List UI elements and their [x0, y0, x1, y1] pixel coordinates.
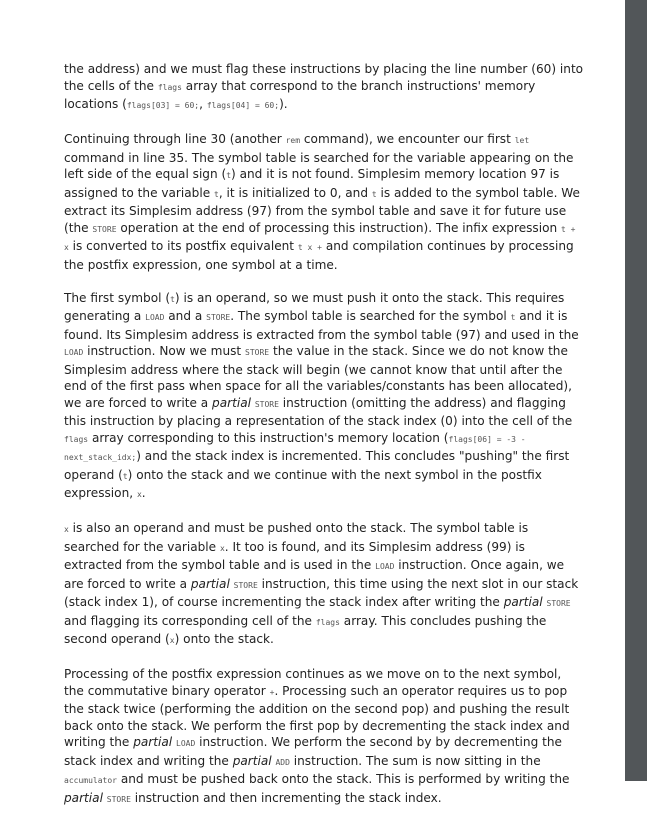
paragraph-3: The first symbol (t) is an operand, so we must push it onto the stack. This requires generating a LOAD and a STORE. The symbol table is searched for the symbol t and it is found. Its Simplesim address is extracted from the symbol table (97) and used in the LOAD instruction. Now we must STORE the value in the stack. Since we do not know the Simplesim address where the stack will begin (we cannot know that until after the end of the first pass when space for all the variables/constants has been allocated), we are forced to write a partial STORE instruction (omitting the address) and flagging this instruction by placing a representation of the stack index (0) into the cell of the flags array corresponding to this instruction's memory location (flags[06] = -3 - next_stack_idx;) and the stack index is incremented. This concludes "pushing" the first operand (t) onto the stack and we continue with the next symbol in the postfix expression, x.	[64, 290, 579, 500]
viewer-side-panel	[625, 0, 647, 781]
paragraph-1: the address) and we must flag these instructions by placing the line number (60) into the cells of the flags array that correspond to the branch instructions' memory locations (flags[03] = 60;, flags[04] = 60;).	[64, 62, 584, 111]
document-body	[64, 61, 584, 825]
paragraph-5: Processing of the postfix expression continues as we move on to the next symbol, the commutative binary operator +. Processing such an operator requires us to pop the stack twice (performing the addition on the second pop) and pushing the result back onto the stack. We perform the first pop by decrementing the stack index and writing the partial LOAD instruction. We perform the second by by decrementing the stack index and writing the partial ADD instruction. The sum is now sitting in the accumulator and must be pushed back onto the stack. This is performed by writing the partial STORE instruction and then incrementing the stack index.	[64, 667, 570, 805]
paragraph-2: Continuing through line 30 (another rem command), we encounter our first let command in line 35. The symbol table is searched for the variable appearing on the left side of the equal sign (t) and it is not found. Simplesim memory location 97 is assigned to the variable t, it is initialized to 0, and t is added to the symbol table. We extract its Simplesim address (97) from the symbol table and save it for future use (the STORE operation at the end of processing this instruction). The infix expression t + x is converted to its postfix equivalent t x + and compilation continues by processing the postfix expression, one symbol at a time.	[64, 132, 580, 272]
paragraph-4: x is also an operand and must be pushed onto the stack. The symbol table is searched for the variable x. It too is found, and its Simplesim address (99) is extracted from the symbol table and is used in the LOAD instruction. Once again, we are forced to write a partial STORE instruction, this time using the next slot in our stack (stack index 1), of course incrementing the stack index after writing the partial STORE and flagging its corresponding cell of the flags array. This concludes pushing the second operand (x) onto the stack.	[64, 521, 579, 646]
